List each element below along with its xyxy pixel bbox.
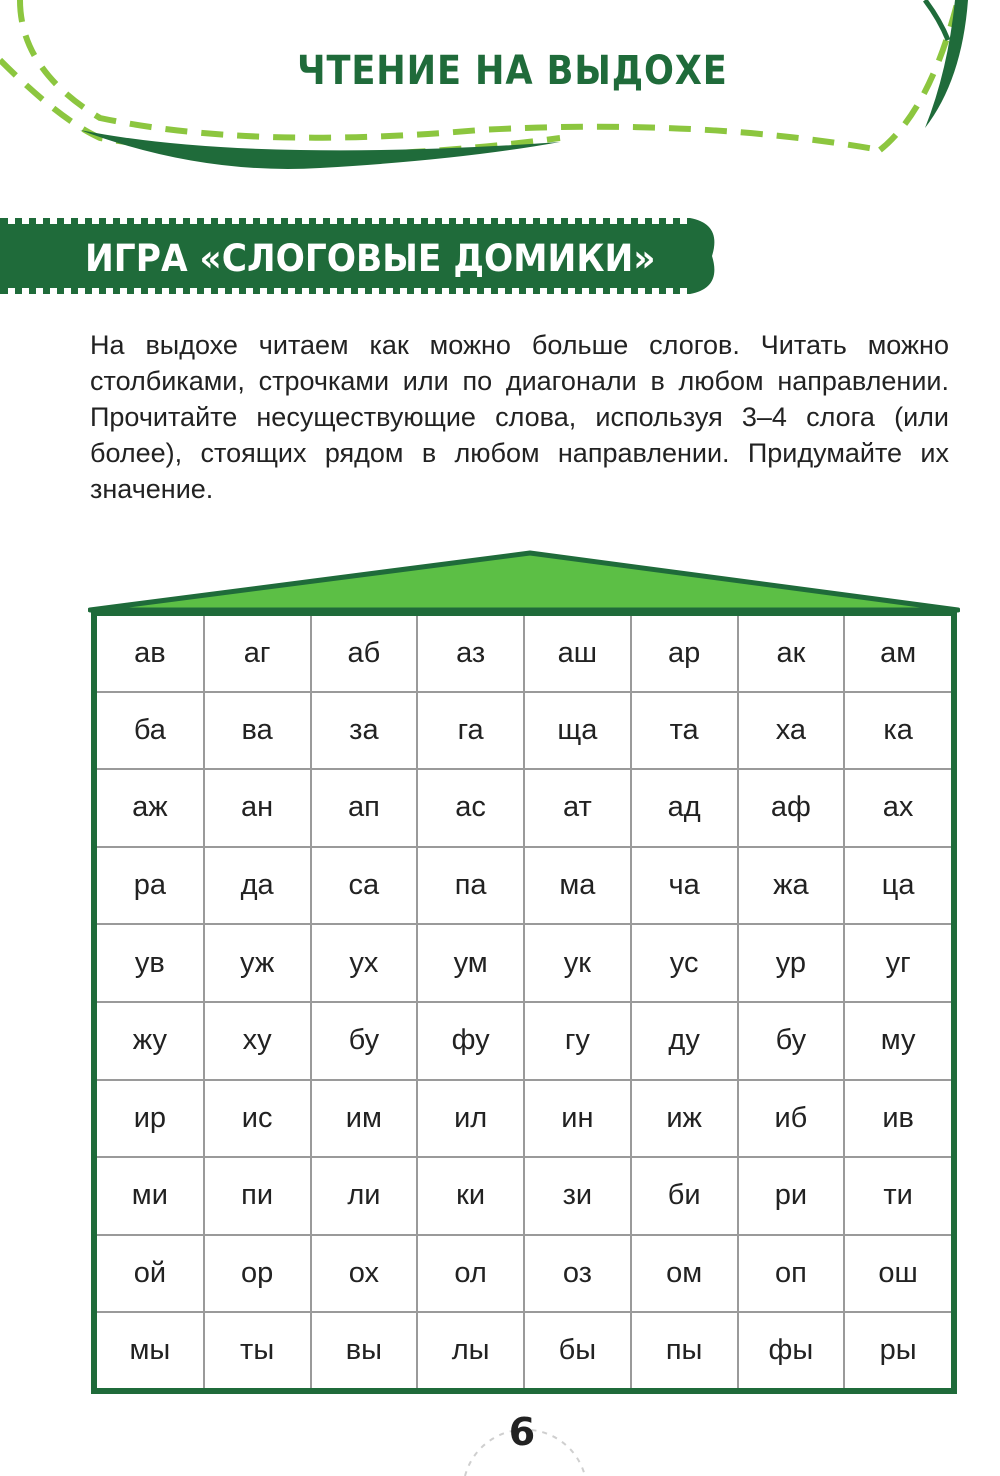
syllable-cell: ух bbox=[311, 924, 418, 1002]
syllable-cell: ца bbox=[844, 847, 951, 925]
syllable-cell: ис bbox=[204, 1080, 311, 1158]
syllable-cell: ли bbox=[311, 1157, 418, 1235]
syllable-cell: аж bbox=[97, 769, 204, 847]
syllable-cell: оп bbox=[738, 1235, 845, 1313]
syllable-cell: да bbox=[204, 847, 311, 925]
syllable-cell: ав bbox=[97, 616, 204, 692]
syllable-row bbox=[97, 1312, 951, 1388]
syllable-cell: па bbox=[417, 847, 524, 925]
syllable-cell: жа bbox=[738, 847, 845, 925]
syllable-cell: ил bbox=[417, 1080, 524, 1158]
syllable-cell: ка bbox=[844, 692, 951, 770]
instructions-text: На выдохе читаем как можно больше слогов. Читать можно столбиками, строчками или по диагонали в любом направлении. Прочитайте несуществующие слова, используя 3–4 слога (или более), стоящих рядом в любом направлении. Придумайте их значение. bbox=[90, 330, 949, 504]
syllable-cell: фы bbox=[738, 1312, 845, 1388]
syllable-cell: иж bbox=[631, 1080, 738, 1158]
syllable-cell: ар bbox=[631, 616, 738, 692]
syllable-cell: ор bbox=[204, 1235, 311, 1313]
house-roof bbox=[88, 548, 960, 618]
syllable-cell: ад bbox=[631, 769, 738, 847]
syllable-cell: аб bbox=[311, 616, 418, 692]
syllable-row bbox=[97, 692, 951, 770]
syllable-cell: оз bbox=[524, 1235, 631, 1313]
syllable-cell: ху bbox=[204, 1002, 311, 1080]
syllable-table bbox=[97, 616, 951, 1388]
syllable-cell: гу bbox=[524, 1002, 631, 1080]
syllable-cell: ук bbox=[524, 924, 631, 1002]
syllable-cell: ол bbox=[417, 1235, 524, 1313]
syllable-cell: вы bbox=[311, 1312, 418, 1388]
syllable-cell: ом bbox=[631, 1235, 738, 1313]
syllable-cell: пи bbox=[204, 1157, 311, 1235]
syllable-cell: мы bbox=[97, 1312, 204, 1388]
syllable-row bbox=[97, 1157, 951, 1235]
syllable-row bbox=[97, 1002, 951, 1080]
syllable-cell: ма bbox=[524, 847, 631, 925]
syllable-cell: аф bbox=[738, 769, 845, 847]
syllable-cell: ув bbox=[97, 924, 204, 1002]
syllable-cell: ча bbox=[631, 847, 738, 925]
syllable-cell: ты bbox=[204, 1312, 311, 1388]
page-header-title: ЧТЕНИЕ НА ВЫДОХЕ bbox=[297, 48, 728, 94]
syllable-cell: та bbox=[631, 692, 738, 770]
syllable-cell: са bbox=[311, 847, 418, 925]
syllable-cell: ин bbox=[524, 1080, 631, 1158]
syllable-cell: ив bbox=[844, 1080, 951, 1158]
syllable-cell: иб bbox=[738, 1080, 845, 1158]
syllable-cell: ан bbox=[204, 769, 311, 847]
syllable-cell: ки bbox=[417, 1157, 524, 1235]
syllable-cell: лы bbox=[417, 1312, 524, 1388]
syllable-cell: бу bbox=[738, 1002, 845, 1080]
syllable-cell: ми bbox=[97, 1157, 204, 1235]
syllable-row bbox=[97, 1080, 951, 1158]
section-title: ИГРА «СЛОГОВЫЕ ДОМИКИ» bbox=[85, 237, 656, 280]
syllable-cell: ры bbox=[844, 1312, 951, 1388]
syllable-cell: ус bbox=[631, 924, 738, 1002]
syllable-cell: аг bbox=[204, 616, 311, 692]
syllable-cell: ур bbox=[738, 924, 845, 1002]
syllable-cell: ща bbox=[524, 692, 631, 770]
syllable-cell: ой bbox=[97, 1235, 204, 1313]
syllable-cell: ир bbox=[97, 1080, 204, 1158]
syllable-house-grid bbox=[91, 610, 957, 1394]
syllable-cell: бы bbox=[524, 1312, 631, 1388]
syllable-cell: ох bbox=[311, 1235, 418, 1313]
syllable-cell: ат bbox=[524, 769, 631, 847]
syllable-cell: ба bbox=[97, 692, 204, 770]
syllable-cell: му bbox=[844, 1002, 951, 1080]
page-number: 6 bbox=[508, 1410, 536, 1454]
syllable-cell: га bbox=[417, 692, 524, 770]
syllable-cell: ри bbox=[738, 1157, 845, 1235]
syllable-cell: ам bbox=[844, 616, 951, 692]
syllable-cell: им bbox=[311, 1080, 418, 1158]
syllable-cell: за bbox=[311, 692, 418, 770]
syllable-cell: ас bbox=[417, 769, 524, 847]
syllable-cell: пы bbox=[631, 1312, 738, 1388]
syllable-cell: уг bbox=[844, 924, 951, 1002]
syllable-cell: ап bbox=[311, 769, 418, 847]
header-decoration bbox=[0, 0, 1000, 200]
syllable-row bbox=[97, 1235, 951, 1313]
syllable-cell: ду bbox=[631, 1002, 738, 1080]
syllable-cell: ум bbox=[417, 924, 524, 1002]
syllable-cell: аз bbox=[417, 616, 524, 692]
syllable-cell: ра bbox=[97, 847, 204, 925]
syllable-row bbox=[97, 616, 951, 692]
syllable-cell: ти bbox=[844, 1157, 951, 1235]
syllable-cell: зи bbox=[524, 1157, 631, 1235]
syllable-cell: бу bbox=[311, 1002, 418, 1080]
syllable-row bbox=[97, 847, 951, 925]
syllable-cell: ак bbox=[738, 616, 845, 692]
syllable-cell: ах bbox=[844, 769, 951, 847]
syllable-cell: ва bbox=[204, 692, 311, 770]
syllable-cell: ош bbox=[844, 1235, 951, 1313]
syllable-cell: би bbox=[631, 1157, 738, 1235]
syllable-cell: аш bbox=[524, 616, 631, 692]
syllable-row bbox=[97, 924, 951, 1002]
syllable-cell: жу bbox=[97, 1002, 204, 1080]
syllable-row bbox=[97, 769, 951, 847]
syllable-cell: ха bbox=[738, 692, 845, 770]
syllable-cell: фу bbox=[417, 1002, 524, 1080]
syllable-cell: уж bbox=[204, 924, 311, 1002]
